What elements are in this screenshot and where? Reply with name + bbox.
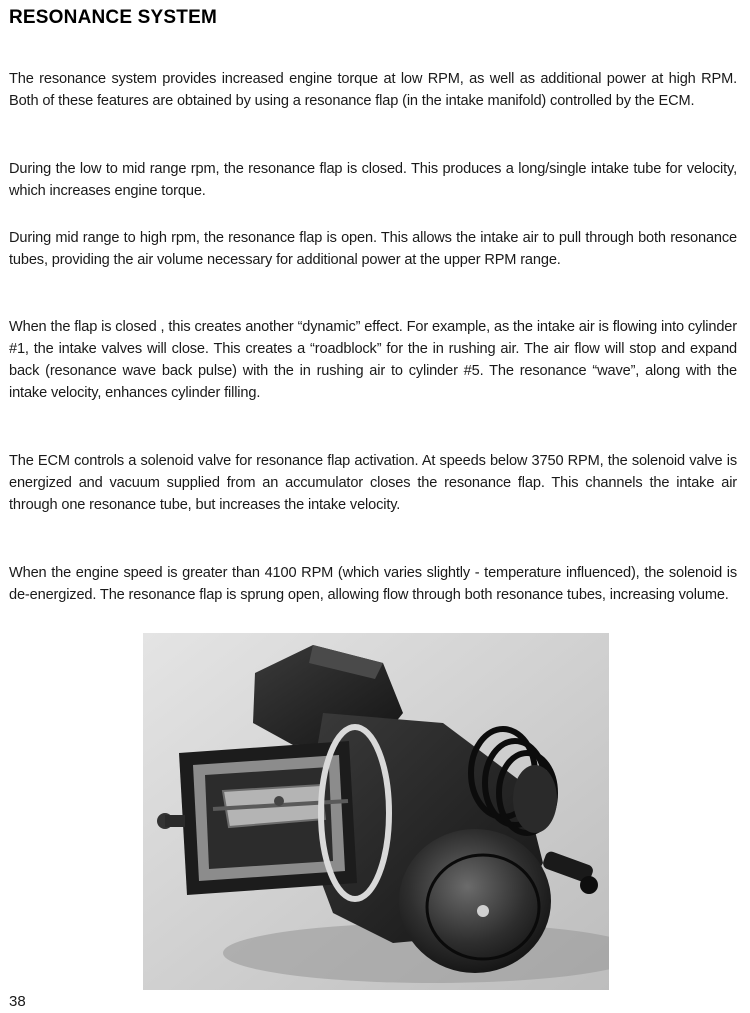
paragraph-mid-high-rpm: During mid range to high rpm, the resonance flap is open. This allows the intake air to pull through both resonance tubes, providing the air volume necessary for additional power at the upper RPM range.: [9, 230, 737, 268]
paragraph-dynamic-effect: When the flap is closed , this creates another “dynamic” effect. For example, as the intake air is flowing into cylinder #1, the intake valves will close. This creates a “roadblock” for the in rushing air. The air flow will stop and expand back (resonance wave back pulse) with the in rushing air to cylinder #5. The resonance “wave”, along with the intake velocity, enhances cylinder filling.: [9, 319, 737, 401]
resonance-flap-illustration: [143, 633, 609, 990]
paragraph-low-mid-rpm: During the low to mid range rpm, the resonance flap is closed. This produces a long/single intake tube for velocity, which increases engine torque.: [9, 161, 737, 199]
page-number: 38: [9, 993, 26, 1010]
paragraph-ecm-control: The ECM controls a solenoid valve for resonance flap activation. At speeds below 3750 RPM, the solenoid valve is energized and vacuum supplied from an accumulator closes the resonance flap. This channels the intake air through one resonance tube, but increases the intake velocity.: [9, 453, 737, 513]
resonance-flap-photo: [143, 633, 609, 990]
paragraph-high-speed: When the engine speed is greater than 4100 RPM (which varies slightly - temperature influenced), the solenoid is de-energized. The resonance flap is sprung open, allowing flow through both resonance tubes, increasing volume.: [9, 565, 737, 603]
page-title: RESONANCE SYSTEM: [9, 7, 218, 28]
paragraph-overview: The resonance system provides increased engine torque at low RPM, as well as additional power at high RPM. Both of these features are obtained by using a resonance flap (in the intake manifold) controlled by the ECM.: [9, 71, 737, 109]
